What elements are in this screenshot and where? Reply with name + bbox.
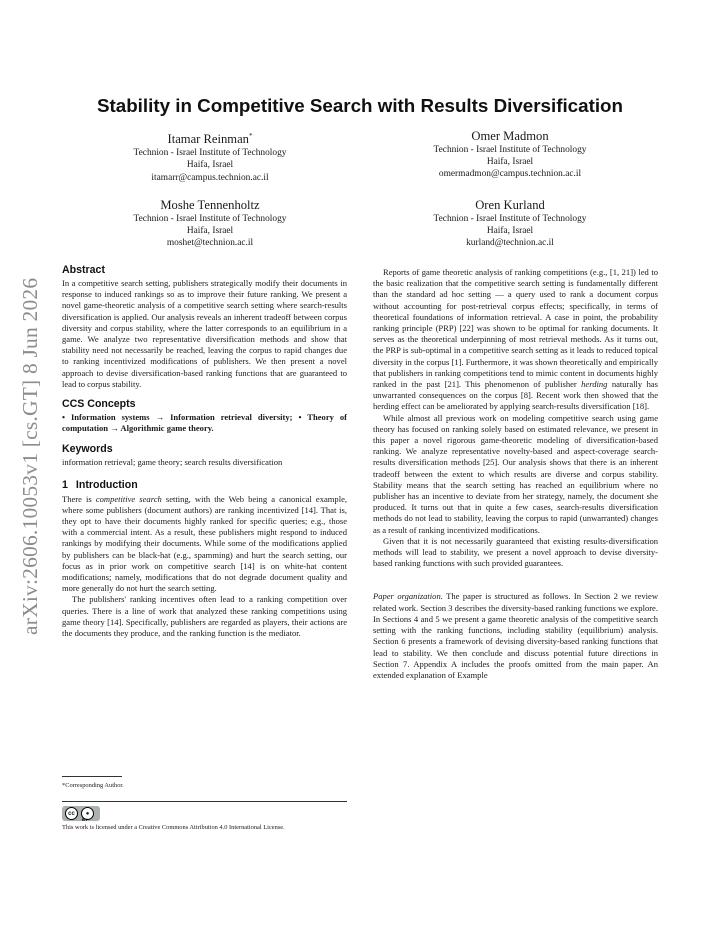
author-name: Omer Madmon (471, 129, 549, 143)
footnote-rule (62, 776, 122, 777)
corresponding-mark: * (248, 132, 253, 140)
author-city: Haifa, Israel (486, 226, 534, 237)
paragraph-text: naturally has unwarranted consequences on the corpus [8]. Recent work then showed that the herding effect can be ameliorated by applying search-results diversification [18]. (373, 379, 658, 412)
license-text: This work is licensed under a Creative Commons Attribution 4.0 International License. (62, 824, 285, 831)
author-block-4 (360, 197, 660, 250)
author-block-3 (60, 197, 360, 250)
footnote: *Corresponding Author. (62, 782, 124, 789)
author-affiliation: Technion - Israel Institute of Technology (133, 148, 287, 159)
by-label: BY (82, 817, 88, 822)
author-affiliation: Technion - Israel Institute of Technology (433, 145, 587, 155)
intro-paragraph-1 (62, 494, 347, 595)
right-paragraph-1 (373, 267, 658, 413)
author-email[interactable]: omermadmon@campus.technion.ac.il (438, 169, 582, 180)
abstract-heading: Abstract (62, 264, 105, 276)
intro-paragraph-2: The publishers' ranking incentives often lead to a ranking competition over queries. There is a line of work that analyzed these ranking competitions using game theory [14]. Specifically, publishers are regarded as players, their actions are the documents they produce, and the ranking function is the mediator. (62, 594, 347, 639)
ccs-heading: CCS Concepts (62, 398, 136, 411)
right-column (373, 267, 658, 681)
author-city: Haifa, Israel (186, 226, 234, 237)
section-number: 1 (62, 478, 68, 491)
author-email[interactable]: kurland@technion.ac.il (466, 238, 554, 249)
paragraph-emphasis: herding (581, 379, 608, 390)
author-email[interactable]: itamarr@campus.technion.ac.il (151, 172, 269, 183)
right-paragraph-4 (373, 591, 658, 681)
author-block-1 (60, 128, 360, 184)
paragraph-text: The paper is structured as follows. In Section 2 we review related work. Section 3 describes the diversity-based ranking functions we explore. In Sections 4 and 5 we present a game theoretic analysis of the competitive search setting with the ranking functions, including stability (equilibrium) analysis. Section 6 presents a framework of devising diversity-based ranking functions that lead to stability. We then conclude and discuss potential future directions in Section 7. Appendix A includes the proofs omitted from the main paper. An extended explanation of Example (373, 591, 658, 680)
intro-emphasis: competitive search (95, 493, 162, 504)
right-paragraph-2: While almost all previous work on modeling competitive search using game theory has focused on ranking solely based on estimated relevance, we present in this paper a novel rigorous game-theoretic modeling of diversification-based ranking. We analyze representative novelty-based and aspect-coverage search-results diversification methods [25]. Our analysis shows that there is an inherent tradeoff between the extent to which results are diverse and corpus stability. Stability means that the search setting has reached an equilibrium where no publisher has an incentive to deviate from her strategy, namely, the document she produced. It turns out that in quite a few cases, search-results diversification methods do not lead to stability, leaving the corpus to rapid (unwarranted) changes as a result of ranking incentivized modifications. (373, 412, 658, 535)
arxiv-identifier: arXiv:2606.10053v1 [cs.GT] 8 Jun 2026 (18, 277, 42, 635)
abstract-text: In a competitive search setting, publishers strategically modify their documents in response to induced rankings so as to improve their future ranking. We present a novel game-theoretic analysis of a competitive search setting where search-results diversification is applied. Our analysis reveals an inherent tradeoff between corpus diversity and corpus stability, where the latter corresponds to an equilibrium in a game. We analyze two representative diversification methods and show that stability need not necessarily be reached, leaving the corpus to rapid changes due to ranking incentivized modifications of publishers. We then present a novel approach to devise diversification-based ranking functions that are guaranteed to lead to corpus stability. (62, 278, 347, 389)
right-paragraph-3: Given that it is not necessarily guaranteed that existing results-diversification methods will lead to stability, we present a novel approach to devise diversity-based ranking functions with such provided guarantees. (373, 535, 658, 569)
author-email[interactable]: moshet@technion.ac.il (166, 238, 254, 249)
cc-by-logo[interactable] (62, 806, 100, 821)
author-name: Moshe Tennenholtz (160, 198, 260, 212)
author-name: Itamar Reinman (167, 132, 249, 147)
section-title: Introduction (75, 478, 138, 491)
intro-text: setting, with the Web being a canonical example, where some publishers (document authors) are ranking incentivized [14]. That is, they opt to have their documents highly ranked for specific queries; e.g., those with a commercial intent. As a result, these publishers might respond to induced rankings by modifying their documents. While some of the modifications applied by publishers can be black-hat (e.g., spamming) and hurt the search setting, our focus as in prior work on competitive search [14] is on white-hat content modifications; namely, modifications that do not degrade document quality and more generally do not hurt the search setting. (62, 493, 348, 594)
attribution-icon: ● (81, 807, 94, 820)
author-name: Oren Kurland (475, 198, 545, 212)
section-heading (62, 479, 347, 492)
paragraph-text: Reports of game theoretic analysis of ranking competitions (e.g., [1, 21]) led to the basic realization that the competitive search setting is fundamentally different than the standard ad hoc setting — a query used to rank a document corpus without accounting for post-retrieval corpus effects; specifically, in terms of theoretical foundations of information retrieval. A case in point, the probability ranking principle (PRP) [22] was shown to be optimal for ranking documents. It serves as the theoretical underpinning of most retrieval methods. As it turns out, the PRP is sub-optimal in a competitive search setting as it leads to reduced topical diversity in the corpus [1]. Furthermore, it was shown theoretically and empirically that publishers in ranking competitions tend to mimic content in documents highly ranked in the past [21]. This phenomenon of publisher (373, 267, 658, 390)
left-column (62, 264, 347, 639)
author-city: Haifa, Israel (186, 160, 234, 171)
paragraph-emphasis: Paper organization. (373, 591, 443, 602)
intro-text: There is (62, 493, 96, 504)
license-separator (62, 801, 347, 802)
cc-icon: cc (65, 807, 78, 820)
author-affiliation: Technion - Israel Institute of Technology (433, 214, 587, 224)
author-city: Haifa, Israel (486, 157, 534, 168)
ccs-text: • Information systems → Information retrieval diversity; • Theory of computation → Algorithmic game theory. (62, 412, 347, 434)
keywords-text: information retrieval; game theory; search results diversification (62, 457, 283, 468)
paper-title: Stability in Competitive Search with Results Diversification (96, 95, 623, 116)
author-block-2 (360, 128, 660, 181)
keywords-heading: Keywords (62, 443, 113, 456)
author-affiliation: Technion - Israel Institute of Technology (133, 214, 287, 224)
